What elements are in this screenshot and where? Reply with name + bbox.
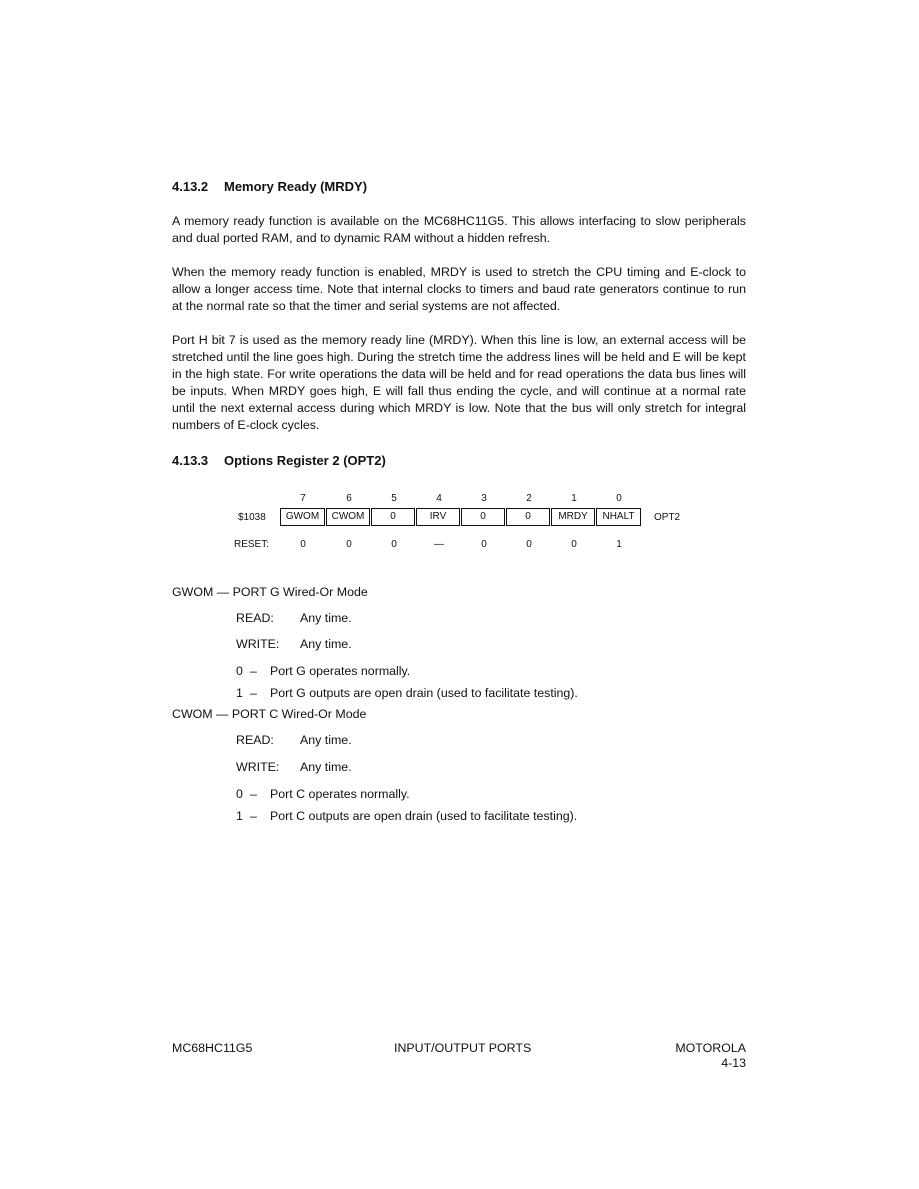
bit-number: 7	[300, 493, 306, 504]
register-bit-2: 0	[506, 508, 550, 526]
footer-brand: MOTOROLA	[675, 1041, 746, 1055]
read-value: Any time.	[300, 733, 352, 747]
dash-separator: –	[250, 787, 257, 801]
register-bit-cwom: CWOM	[326, 508, 370, 526]
footer-part-number: MC68HC11G5	[172, 1041, 253, 1055]
dash-separator: –	[250, 809, 257, 823]
register-reset-label: RESET:	[234, 539, 270, 550]
register-bit-mrdy: MRDY	[551, 508, 595, 526]
bit-number: 6	[346, 493, 352, 504]
reset-value: 0	[571, 539, 577, 550]
write-label: WRITE:	[236, 637, 280, 651]
section-title: Memory Ready (MRDY)	[224, 179, 368, 194]
bit-value-text: Port G operates normally.	[270, 664, 411, 678]
bit-number: 0	[616, 493, 622, 504]
paragraph-mrdy-intro: A memory ready function is available on the MC68HC11G5. This allows interfacing to slow peripherals and dual ported RAM, and to dynamic RAM without a hidden refresh.	[172, 214, 746, 245]
read-access-gwom	[236, 611, 352, 625]
footer-chapter-title: INPUT/OUTPUT PORTS	[394, 1041, 532, 1055]
bit-number: 5	[391, 493, 397, 504]
footer-page-number: 4-13	[721, 1056, 746, 1070]
write-access-cwom	[236, 760, 352, 774]
write-label: WRITE:	[236, 760, 280, 774]
paragraph-mrdy-enable: When the memory ready function is enabled, MRDY is used to stretch the CPU timing and E-clock to allow a longer access time. Note that internal clocks to timers and baud rate generators continue to run at the normal rate so that the timer and serial systems are not affected.	[172, 265, 746, 313]
dash-separator: –	[250, 686, 257, 700]
bit-value: 0	[236, 787, 243, 801]
dash-separator: –	[250, 664, 257, 678]
footer-brand-page	[675, 1041, 746, 1071]
reset-value: 0	[346, 539, 352, 550]
read-label: READ:	[236, 611, 274, 625]
bit-value-text: Port C operates normally.	[270, 787, 410, 801]
register-address: $1038	[238, 512, 266, 523]
bit-value: 1	[236, 809, 243, 823]
reset-value: 0	[391, 539, 397, 550]
reset-value: —	[434, 539, 444, 550]
section-heading-mrdy	[172, 179, 367, 194]
bit-description-title-cwom: CWOM — PORT C Wired-Or Mode	[172, 707, 367, 721]
register-bit-irv: IRV	[416, 508, 460, 526]
section-title: Options Register 2 (OPT2)	[224, 453, 386, 468]
reset-value: 0	[526, 539, 532, 550]
reset-value: 0	[300, 539, 306, 550]
read-value: Any time.	[300, 611, 352, 625]
write-access-gwom	[236, 637, 352, 651]
bit-value-text: Port G outputs are open drain (used to facilitate testing).	[270, 686, 578, 700]
write-value: Any time.	[300, 637, 352, 651]
register-bit-gwom: GWOM	[280, 508, 325, 526]
read-label: READ:	[236, 733, 274, 747]
section-number: 4.13.3	[172, 453, 209, 468]
value-description-gwom-0	[236, 664, 410, 678]
bit-value-text: Port C outputs are open drain (used to facilitate testing).	[270, 809, 578, 823]
register-bit-5: 0	[371, 508, 415, 526]
write-value: Any time.	[300, 760, 352, 774]
register-bit-3: 0	[461, 508, 505, 526]
bit-value: 0	[236, 664, 243, 678]
section-number: 4.13.2	[172, 179, 209, 194]
value-description-gwom-1	[236, 686, 578, 700]
bit-description-title-gwom: GWOM — PORT G Wired-Or Mode	[172, 585, 368, 599]
bit-number: 1	[571, 493, 577, 504]
bit-number: 4	[436, 493, 442, 504]
value-description-cwom-1	[236, 809, 577, 823]
read-access-cwom	[236, 733, 352, 747]
reset-value: 0	[481, 539, 487, 550]
register-bit-numbers	[0, 493, 919, 507]
reset-value: 1	[616, 539, 622, 550]
bit-number: 3	[481, 493, 487, 504]
bit-value: 1	[236, 686, 243, 700]
value-description-cwom-0	[236, 787, 410, 801]
bit-number: 2	[526, 493, 532, 504]
register-reset-values	[0, 539, 919, 553]
register-bit-nhalt: NHALT	[596, 508, 641, 526]
paragraph-mrdy-porth: Port H bit 7 is used as the memory ready line (MRDY). When this line is low, an external access will be stretched until the line goes high. During the stretch time the address lines will be held and E will be kept in the high state. For write operations the data will be held and for read operations the data bus lines will be inputs. When MRDY goes high, E will fall thus ending the cycle, and will continue at a normal rate until the next external access during which MRDY is low. Note that the bus will only stretch for integral numbers of E-clock cycles.	[172, 333, 746, 432]
section-heading-opt2	[172, 453, 386, 468]
register-name: OPT2	[654, 512, 681, 523]
